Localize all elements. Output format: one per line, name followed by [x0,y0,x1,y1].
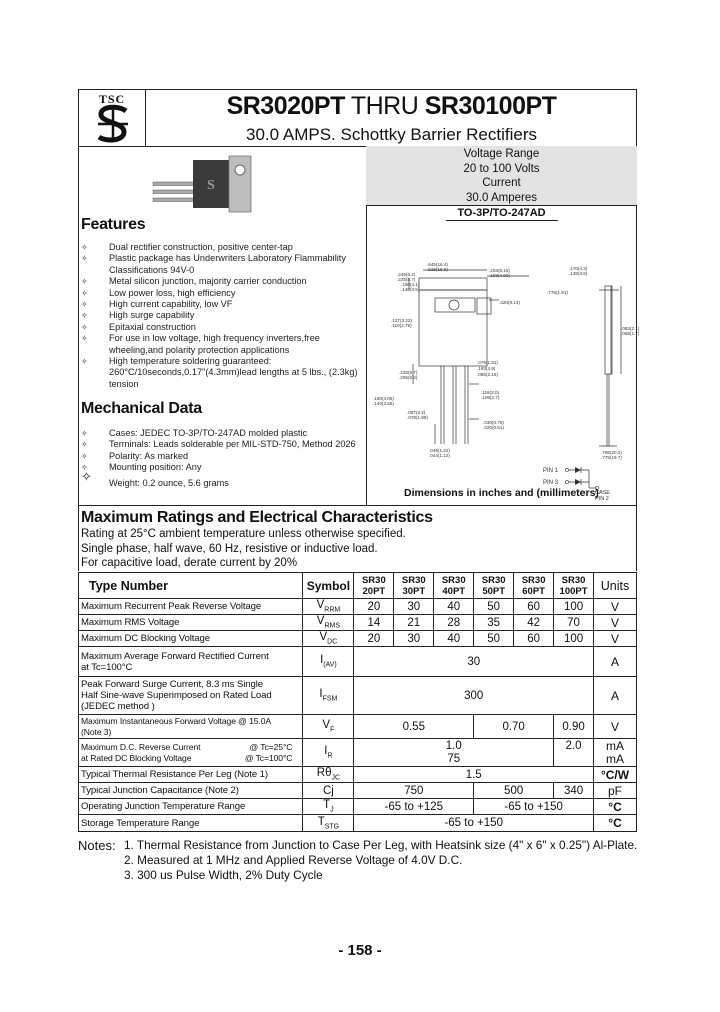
list-item-continuation [79,265,358,276]
list-item: ✧ Metal silicon junction, majority carrier conduction [79,276,358,287]
list-item-text: wheeling,and polarity protection applications [109,344,290,355]
list-item-text: 260°C/10seconds,0.17"(4.3mm)lead lengths at 5 lbs., (2.3kg) [109,367,358,378]
table-row [79,599,637,615]
column-header-symbol: Symbol [303,573,354,599]
dim-label: .775(19.7) [601,455,622,460]
unit-cell: °C [594,799,637,815]
features-title: Features [81,216,146,233]
unit-cell: mA mA [594,739,637,767]
symbol-cell: Cj [303,783,354,799]
column-header-units: Units [594,573,637,599]
ratings-condition: Rating at 25°C ambient temperature unless otherwise specified. [81,528,406,540]
page-subtitle: 30.0 AMPS. Schottky Barrier Rectifiers [246,125,537,144]
summary-line: Current [482,177,521,189]
column-header-device: SR30 50PT [474,573,514,599]
notes-label: Notes: [78,838,116,853]
value-cell: 0.90 [554,715,594,739]
page-number: - 158 - [338,942,382,959]
table-row [79,631,637,647]
value-cell: 500 [474,783,554,799]
dim-label: .203(5.16) [489,268,510,273]
ratings-table [78,572,637,832]
page-title [146,92,637,121]
table-row [79,783,637,799]
dim-label: .775(1.91) [547,290,568,295]
dim-label: .205(5.2) [399,375,418,380]
table-header-row [79,573,637,599]
list-item: ✧ Dual rectifier construction, positive center-tap [79,242,358,253]
title-second-part: SR30100PT [424,92,557,120]
unit-cell: A [594,677,637,715]
dimensions-caption: Dimensions in inches and (millimeters) [404,487,599,499]
symbol-cell: $T_{STG}$ [303,815,354,832]
title-first-part: SR3020PT [226,92,345,120]
value-cell: 750 [354,783,474,799]
value-cell: 20 [354,631,394,647]
dim-label: .118(3.0) [481,390,500,395]
unit-cell: °C [594,815,637,832]
dim-label: .193(4.90) [489,273,510,278]
unit-cell: V [594,599,637,615]
note-item: 1. Thermal Resistance from Junction to Case Per Leg, with Heatsink size (4" x 6" x 0.25") Al-Plate. [124,838,638,852]
unit-cell: A [594,647,637,677]
value-cell: -65 to +150 [354,815,594,832]
dim-label: .085(2.16) [477,372,498,377]
value-cell: -65 to +125 [354,799,474,815]
list-item: ✧ Polarity: As marked [79,451,356,462]
list-item: ✧ Low power loss, high efficiency [79,288,358,299]
summary-line: 20 to 100 Volts [463,162,540,175]
value-cell: 40 [434,631,474,647]
dim-label: .087(2.2) [407,410,426,415]
list-item: ✧ For use in low voltage, high frequency inverters,free [79,333,358,344]
dim-label: .030(0.76) [483,420,504,425]
dim-label: .795(20.2) [601,450,622,455]
dim-label: .138(3.5) [569,271,588,276]
logo-emblem-icon [96,105,130,143]
param-cell: Peak Forward Surge Current, 8.3 ms Single Half Sine-wave Superimposed on Rated Load (JEDEC method ) [79,677,303,715]
pin1-label: PIN 1 [543,468,559,474]
dim-label: .110(2.79) [391,323,412,328]
mechanical-title: Mechanical Data [81,400,202,417]
value-cell: 70 [554,615,594,631]
note-item: 3. 300 us Pulse Width, 2% Duty Cycle [124,868,323,882]
dim-label: .320(8.13) [499,300,520,305]
dim-label: .225(5.7) [399,370,418,375]
value-cell: 42 [514,615,554,631]
datasheet-header [78,89,637,147]
dim-label: .140(3.56) [373,401,394,406]
dim-label: .170(4.3) [569,266,588,271]
pin2-label: PIN 2 [595,496,609,502]
value-cell: 100 [554,631,594,647]
ratings-title: Maximum Ratings and Electrical Characteristics [81,509,433,526]
value-cell: 340 [554,783,594,799]
value-cell: 14 [354,615,394,631]
value-cell: 1.5 [354,767,594,783]
ratings-condition: For capacitive load, derate current by 20% [81,557,298,569]
summary-box [366,146,637,206]
unit-cell: V [594,715,637,739]
features-list [79,242,358,390]
dim-label: .078(1.99) [407,415,428,420]
value-cell: 30 [394,631,434,647]
unit-cell: °C/W [594,767,637,783]
value-cell: 20 [354,599,394,615]
list-item: ✧ Epitaxial construction [79,322,358,333]
value-cell: 100 [554,599,594,615]
dim-label: .075(1.91) [477,360,498,365]
param-cell: Typical Thermal Resistance Per Leg (Note 1) [79,767,303,783]
param-cell: Typical Junction Capacitance (Note 2) [79,783,303,799]
company-logo [79,90,146,147]
list-item-continuation [79,379,358,390]
features-section [78,146,640,506]
param-cell: Maximum D.C. Reverse Current @ Tc=25°C at Rated DC Blocking Voltage @ Tc=100°C [79,739,303,767]
table-row [79,715,637,739]
param-cell: Maximum DC Blocking Voltage [79,631,303,647]
svg-text:S: S [207,178,215,193]
table-row [79,647,637,677]
dim-label: .160(4.1) [401,282,420,287]
list-item-continuation [79,367,358,378]
note-item: 2. Measured at 1 MHz and Applied Reverse Voltage of 4.0V D.C. [124,853,463,867]
dim-label: .083(2.1) [621,326,640,331]
column-header-device: SR30 100PT [554,573,594,599]
package-title: TO-3P/TO-247AD [366,207,637,221]
list-item: ✧ Mounting position: Any [79,462,356,473]
dim-label: .625(15.9) [427,267,448,272]
symbol-cell: $I_{FSM}$ [303,677,354,715]
symbol-cell: $T_J$ [303,799,354,815]
list-item: ✧ Plastic package has Underwriters Laboratory Flammability [79,253,358,264]
unit-cell: V [594,631,637,647]
dim-label: .245(6.2) [397,272,416,277]
dim-label: .193(4.9) [477,366,496,371]
column-header-type: Type Number [79,573,303,599]
unit-cell: pF [594,783,637,799]
list-item: ✧ High current capability, low VF [79,299,358,310]
value-cell: 0.55 [354,715,474,739]
unit-cell: V [594,615,637,631]
symbol-cell: $V_{RRM}$ [303,599,354,615]
dim-label: .140(3.5) [401,287,420,292]
value-cell: 35 [474,615,514,631]
list-item-text: tension [109,378,139,389]
list-item: ✧ High temperature soldering guaranteed: [79,356,358,367]
value-cell: 28 [434,615,474,631]
ratings-section [78,505,637,571]
value-cell: 2.0 [554,739,594,767]
symbol-cell: $I_R$ [303,739,354,767]
table-row [79,767,637,783]
value-cell: 300 [354,677,594,715]
value-cell: 30 [354,647,594,677]
value-cell: 50 [474,631,514,647]
case-label: CASE [595,490,610,496]
param-cell: Maximum RMS Voltage [79,615,303,631]
pin3-label: PIN 3 [543,480,559,486]
product-image [149,154,259,216]
symbol-cell: $R\theta_{JC}$ [303,767,354,783]
list-item-text: Classifications 94V-0 [109,264,195,275]
summary-line: 30.0 Amperes [466,191,537,204]
dim-label: .127(3.22) [391,318,412,323]
value-cell: 50 [474,599,514,615]
ratings-condition: Single phase, half wave, 60 Hz, resistive or inductive load. [81,542,378,555]
list-item: ✧ High surge capability [79,310,358,321]
summary-line: Voltage Range [463,148,540,160]
table-row [79,615,637,631]
notes-list [124,838,638,883]
symbol-cell: $V_{DC}$ [303,631,354,647]
column-header-device: SR30 20PT [354,573,394,599]
value-cell: 60 [514,631,554,647]
symbol-cell: $I_{(AV)}$ [303,647,354,677]
symbol-cell: $V_F$ [303,715,354,739]
title-thru: THRU [344,92,425,120]
value-cell: 21 [394,615,434,631]
table-row [79,799,637,815]
list-item: ✧ Terminals: Leads solderable per MIL-STD-750, Method 2026 [79,439,356,450]
symbol-cell: $V_{RMS}$ [303,615,354,631]
table-row [79,739,637,767]
param-cell: Maximum Recurrent Peak Reverse Voltage [79,599,303,615]
list-item-continuation [79,345,358,356]
value-cell: 1.0 75 [354,739,554,767]
dim-label: .020(0.51) [483,425,504,430]
dim-label: .048(1.22) [429,448,450,453]
param-cell: Operating Junction Temperature Range [79,799,303,815]
dim-label: .068(1.7) [621,331,640,336]
param-cell: Maximum Average Forward Rectified Current at Tc=100°C [79,647,303,677]
table-row [79,677,637,715]
column-header-device: SR30 60PT [514,573,554,599]
column-header-device: SR30 40PT [434,573,474,599]
value-cell: -65 to +150 [474,799,594,815]
logo-text: TSC [98,92,126,106]
value-cell: 30 [394,599,434,615]
table-row [79,815,637,832]
list-item: ✧ Cases: JEDEC TO-3P/TO-247AD molded plastic [79,428,356,439]
dim-label: .108(2.7) [481,395,500,400]
mechanical-list [79,428,356,489]
dim-label: .160(4.06) [373,396,394,401]
dim-label: .225(5.7) [397,277,416,282]
dim-label: .044(1.12) [429,453,450,458]
dim-label: .645(16.4) [427,262,448,267]
value-cell: 40 [434,599,474,615]
value-cell: 0.70 [474,715,554,739]
list-item: ✧ Weight: 0.2 ounce, 5.6 grams [79,474,356,489]
param-cell: Storage Temperature Range [79,815,303,832]
column-header-device: SR30 30PT [394,573,434,599]
param-cell: Maximum Instantaneous Forward Voltage @ 15.0A (Note 3) [79,715,303,739]
value-cell: 60 [514,599,554,615]
